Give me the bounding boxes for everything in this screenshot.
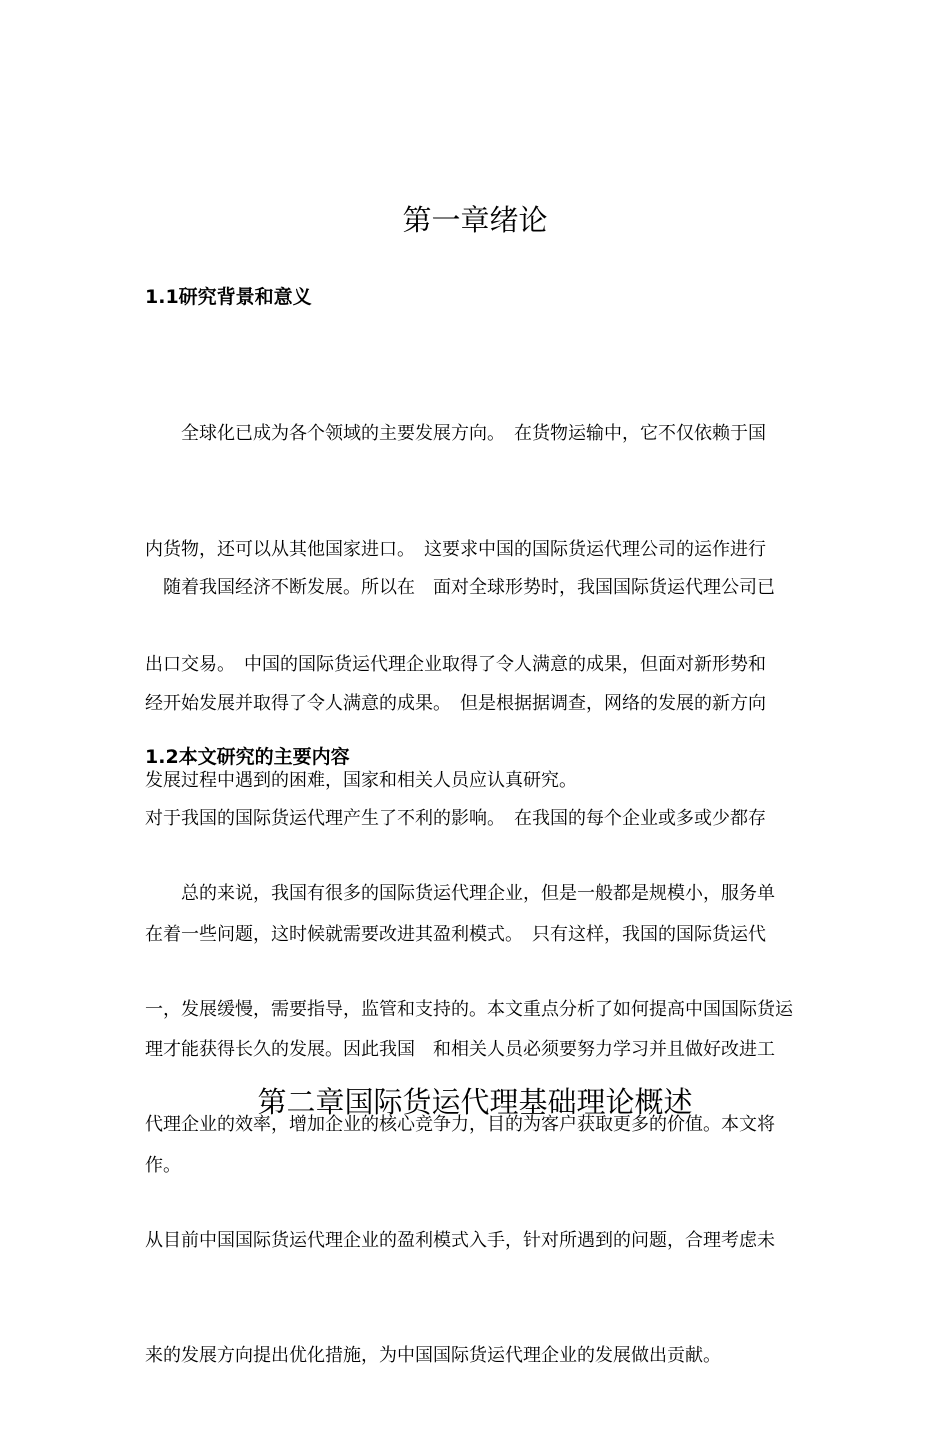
chapter-2-title: 第二章国际货运代理基础理论概述 bbox=[257, 1085, 693, 1119]
paragraph-line: 作。 bbox=[145, 1154, 181, 1176]
paragraph-line: 一，发展缓慢，需要指导，监管和支持的。本文重点分析了如何提高中国国际货运 bbox=[145, 998, 793, 1020]
paragraph-line: 理才能获得长久的发展。因此我国 和相关人员必须要努力学习并且做好改进工 bbox=[145, 1039, 775, 1060]
paragraph-line: 经开始发展并取得了令人满意的成果。 但是根据据调查，网络的发展的新方向 bbox=[145, 692, 766, 714]
paragraph-line: 从目前中国国际货运代理企业的盈利模式入手，针对所遇到的问题，合理考虑未 bbox=[145, 1229, 775, 1251]
paragraph-line: 代理企业的效率，增加企业的核心竞争力，目的为客户获取更多的价值。本文将 bbox=[145, 1114, 775, 1135]
paragraph-line: 内货物，还可以从其他国家进口。 这要求中国的国际货运代理公司的运作进行 bbox=[145, 538, 766, 560]
chapter-1-title: 第一章绪论 bbox=[402, 203, 548, 237]
paragraph-line: 来的发展方向提出优化措施，为中国国际货运代理企业的发展做出贡献。 bbox=[145, 1345, 721, 1366]
section-1-2-paragraph-1 bbox=[145, 798, 807, 1453]
paragraph-line: 总的来说，我国有很多的国际货运代理企业，但是一般都是规模小，服务单 bbox=[145, 883, 775, 904]
paragraph-line: 发展过程中遇到的困难，国家和相关人员应认真研究。 bbox=[145, 769, 577, 791]
section-1-1-heading: 1.1研究背景和意义 bbox=[145, 286, 312, 308]
section-1-2-heading: 1.2本文研究的主要内容 bbox=[145, 746, 350, 768]
paragraph-line: 全球化已成为各个领域的主要发展方向。 在货物运输中，它不仅依赖于国 bbox=[145, 423, 766, 444]
paragraph-line: 随着我国经济不断发展。所以在 面对全球形势时，我国国际货运代理公司已 bbox=[145, 577, 775, 598]
paragraph-line: 出口交易。 中国的国际货运代理企业取得了令人满意的成果，但面对新形势和 bbox=[145, 654, 766, 675]
paragraph-line: 在着一些问题，这时候就需要改进其盈利模式。 只有这样，我国的国际货运代 bbox=[145, 923, 766, 945]
paragraph-line: 对于我国的国际货运代理产生了不利的影响。 在我国的每个企业或多或少都存 bbox=[145, 808, 766, 829]
